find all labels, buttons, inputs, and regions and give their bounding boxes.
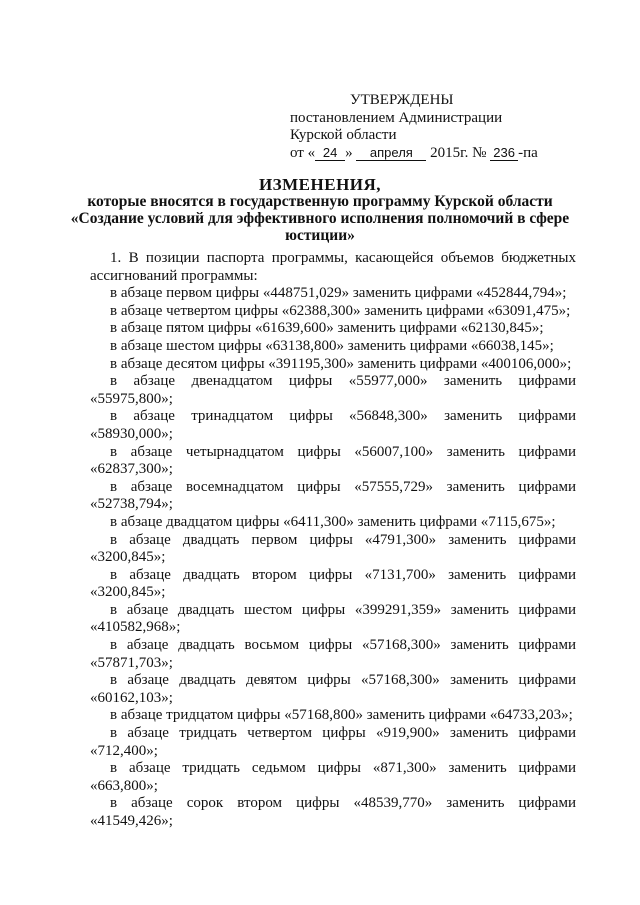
approval-date-line (290, 145, 610, 163)
paragraph: в абзаце двадцать восьмом цифры «57168,300» заменить цифрами «57871,703»; (90, 637, 576, 671)
approval-line-2: Курской области (290, 127, 397, 143)
paragraph: в абзаце двадцать первом цифры «4791,300» заменить цифрами «3200,845»; (90, 531, 576, 566)
approval-line-1: постановлением Администрации (290, 109, 503, 126)
date-day: 24 (315, 145, 345, 161)
title-line-1: которые вносятся в государственную программу Курской области (87, 193, 553, 210)
paragraph: в абзаце сорок втором цифры «48539,770» заменить цифрами «41549,426»; (90, 795, 576, 829)
decree-suffix: -па (518, 144, 538, 161)
paragraph: в абзаце двадцать шестом цифры «399291,359» заменить цифрами «410582,968»; (90, 601, 576, 636)
document-title (60, 176, 580, 244)
paragraph: 1. В позиции паспорта программы, касающейся объемов бюджетных ассигнований программы: (90, 250, 576, 284)
decree-number: 236 (490, 145, 518, 161)
date-mid: » (345, 144, 353, 161)
paragraph: в абзаце двенадцатом цифры «55977,000» заменить цифрами «55975,800»; (90, 373, 576, 407)
paragraph: в абзаце тридцать седьмом цифры «871,300» заменить цифрами «663,800»; (90, 760, 576, 794)
paragraph: в абзаце четырнадцатом цифры «56007,100» заменить цифрами «62837,300»; (90, 443, 576, 478)
date-month: апреля (356, 145, 426, 161)
paragraph: в абзаце десятом цифры «391195,300» заменить цифрами «400106,000»; (110, 355, 572, 372)
paragraph: в абзаце двадцать девятом цифры «57168,300» заменить цифрами «60162,103»; (90, 672, 576, 706)
paragraph: в абзаце двадцать втором цифры «7131,700» заменить цифрами «3200,845»; (90, 566, 576, 601)
paragraph: в абзаце пятом цифры «61639,600» заменить цифрами «62130,845»; (110, 320, 544, 337)
paragraph: в абзаце тридцатом цифры «57168,800» заменить цифрами «64733,203»; (110, 707, 573, 724)
approval-heading: УТВЕРЖДЕНЫ (350, 92, 454, 108)
paragraph: в абзаце двадцатом цифры «6411,300» заменить цифрами «7115,675»; (110, 513, 556, 530)
approval-block (290, 92, 610, 162)
paragraph: в абзаце восемнадцатом цифры «57555,729» заменить цифрами «52738,794»; (90, 478, 576, 513)
title-main: ИЗМЕНЕНИЯ, (258, 175, 382, 194)
paragraph: в абзаце шестом цифры «63138,800» заменить цифрами «66038,145»; (110, 337, 554, 354)
paragraph: в абзаце тринадцатом цифры «56848,300» заменить цифрами «58930,000»; (90, 408, 576, 442)
date-year: 2015г. № (430, 144, 487, 161)
paragraph: в абзаце тридцать четвертом цифры «919,900» заменить цифрами «712,400»; (90, 725, 576, 759)
document-body (90, 250, 576, 831)
paragraph: в абзаце первом цифры «448751,029» заменить цифрами «452844,794»; (110, 285, 567, 302)
title-line-2: «Создание условий для эффективного исполнения полномочий в сфере юстиции» (70, 210, 570, 244)
paragraph: в абзаце четвертом цифры «62388,300» заменить цифрами «63091,475»; (110, 302, 571, 319)
date-prefix: от « (290, 144, 316, 161)
